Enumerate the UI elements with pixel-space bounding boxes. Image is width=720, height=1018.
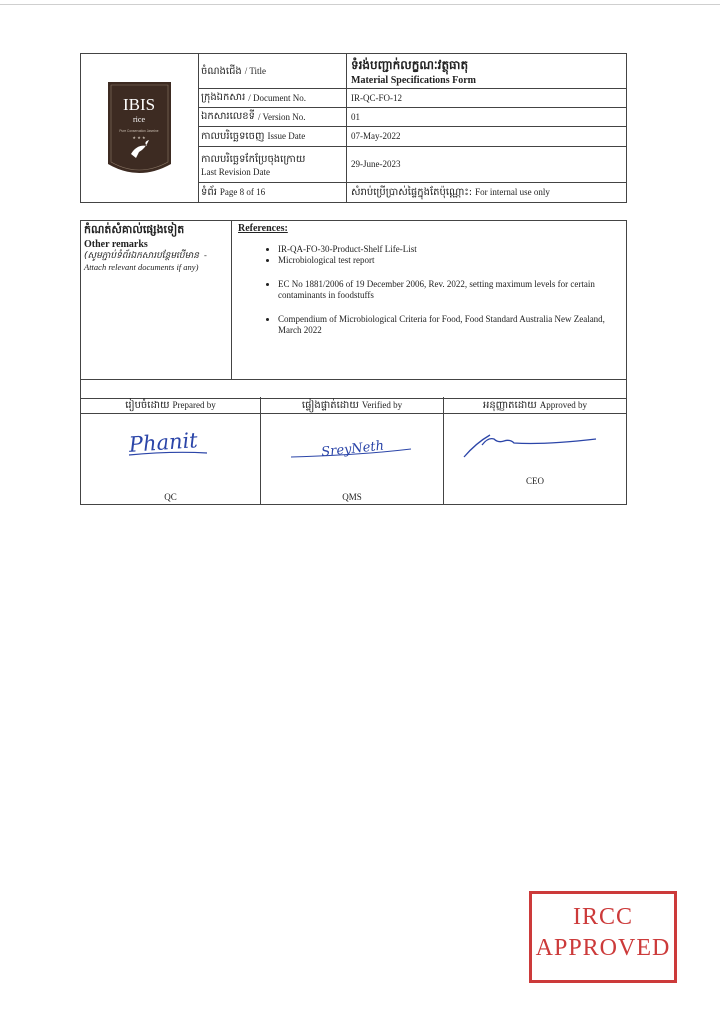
approved-signature — [444, 415, 626, 465]
version-label-km: ឯកសារលេខទី — [201, 111, 255, 122]
approved-role: CEO — [526, 476, 544, 486]
title-label-km: ចំណងជើង — [201, 65, 242, 77]
logo-cell — [81, 54, 199, 202]
document-number: IR-QC-FO-12 — [351, 92, 402, 103]
document-header-table — [80, 53, 627, 203]
page-label-km: ទំព័រ — [201, 186, 217, 198]
issue-date-row — [198, 126, 626, 147]
ircc-approved-stamp — [529, 891, 677, 983]
svg-text:SreyNeth: SreyNeth — [320, 438, 385, 461]
verified-label-km: ផ្ទៀងផ្ទាត់ដោយ — [301, 399, 359, 411]
approved-label-km: អនុញ្ញាតដោយ — [482, 399, 537, 411]
logo-brand: IBIS — [122, 95, 156, 114]
svg-text:Phanit: Phanit — [128, 428, 199, 457]
page-of-label: of — [246, 187, 254, 197]
reference-item: • Microbiological test report — [278, 255, 622, 266]
page-row — [198, 182, 626, 202]
other-remarks-cell — [81, 221, 232, 379]
stamp-line-2: APPROVED — [535, 935, 671, 961]
version-label-en: / Version No. — [257, 111, 306, 122]
page-number: 8 — [239, 187, 245, 197]
references-list — [236, 244, 622, 336]
references-cell — [232, 221, 626, 379]
table-spacer-row — [81, 379, 626, 399]
title-value-km: ទំរង់បញ្ជាក់លក្ខណៈវត្ថុធាតុ — [351, 57, 469, 72]
attach-note-km: (សូមភ្ជាប់ទំព័រឯកសារបន្ថែមបើមាន — [84, 251, 199, 261]
references-title: References: — [238, 223, 288, 234]
issue-label-km: កាលបរិច្ឆេទចេញ — [201, 130, 265, 142]
title-label-en: / Title — [244, 66, 267, 76]
prepared-by-column — [81, 397, 261, 504]
verified-label-en: Verified by — [361, 400, 403, 410]
document-number-row — [198, 88, 626, 108]
reference-item: • IR-QA-FO-30-Product-Shelf Life-List — [278, 244, 622, 255]
signature-row — [81, 397, 626, 504]
reference-item: • Compendium of Microbiological Criteria for Food, Food Standard Australia New Zealand, March 2022 — [278, 314, 622, 336]
revision-date-row — [198, 146, 626, 183]
reference-item: • EC No 1881/2006 of 19 December 2006, Rev. 2022, setting maximum levels for certain contaminants in foodstuffs — [278, 279, 622, 301]
prepared-label-en: Prepared by — [172, 400, 216, 410]
prepared-role: QC — [164, 492, 177, 502]
title-value-en: Material Specifications Form — [351, 74, 476, 86]
logo-tagline: Pure Conservation Jasmine — [119, 129, 159, 133]
attach-note-en: - Attach relevant documents if any) — [84, 250, 207, 272]
prepared-signature — [81, 415, 261, 465]
version-number: 01 — [351, 111, 360, 122]
verified-role: QMS — [342, 492, 362, 502]
remarks-signature-table — [80, 220, 627, 505]
stamp-line-1: IRCC — [572, 904, 633, 930]
approved-label-en: Approved by — [539, 400, 587, 410]
svg-text:★ ★ ★: ★ ★ ★ — [132, 135, 146, 140]
issue-date: 07-May-2022 — [351, 131, 401, 141]
approved-by-column — [444, 397, 626, 504]
other-remarks-label-km: កំណត់សំគាល់ផ្សេងទៀត — [84, 223, 185, 236]
verified-signature — [261, 415, 444, 465]
verified-by-column — [261, 397, 444, 504]
issue-label-en: Issue Date — [267, 131, 306, 141]
doc-label-en: / Document No. — [248, 92, 306, 103]
doc-label-km: ក្រុងឯកសារ — [201, 92, 246, 103]
page-total: 16 — [256, 187, 266, 197]
revision-label-km: កាលបរិច្ឆេទកែប្រែចុងក្រោយ — [201, 153, 306, 165]
internal-use-en: For internal use only — [475, 187, 550, 197]
page-top-rule — [0, 4, 720, 5]
logo-sub: rice — [133, 115, 145, 124]
revision-date: 29-June-2023 — [351, 159, 401, 169]
other-remarks-label-en: Other remarks — [84, 239, 148, 250]
ibis-rice-logo — [81, 54, 198, 202]
prepared-label-km: រៀបចំដោយ — [125, 399, 170, 411]
page-label-en: Page — [219, 187, 238, 197]
revision-label-en: Last Revision Date — [201, 166, 270, 177]
title-row — [198, 54, 626, 89]
version-row — [198, 107, 626, 127]
internal-use-km: សំរាប់ប្រើប្រាស់ផ្ទៃក្នុងតែប៉ុណ្ណោះ: — [351, 186, 473, 198]
